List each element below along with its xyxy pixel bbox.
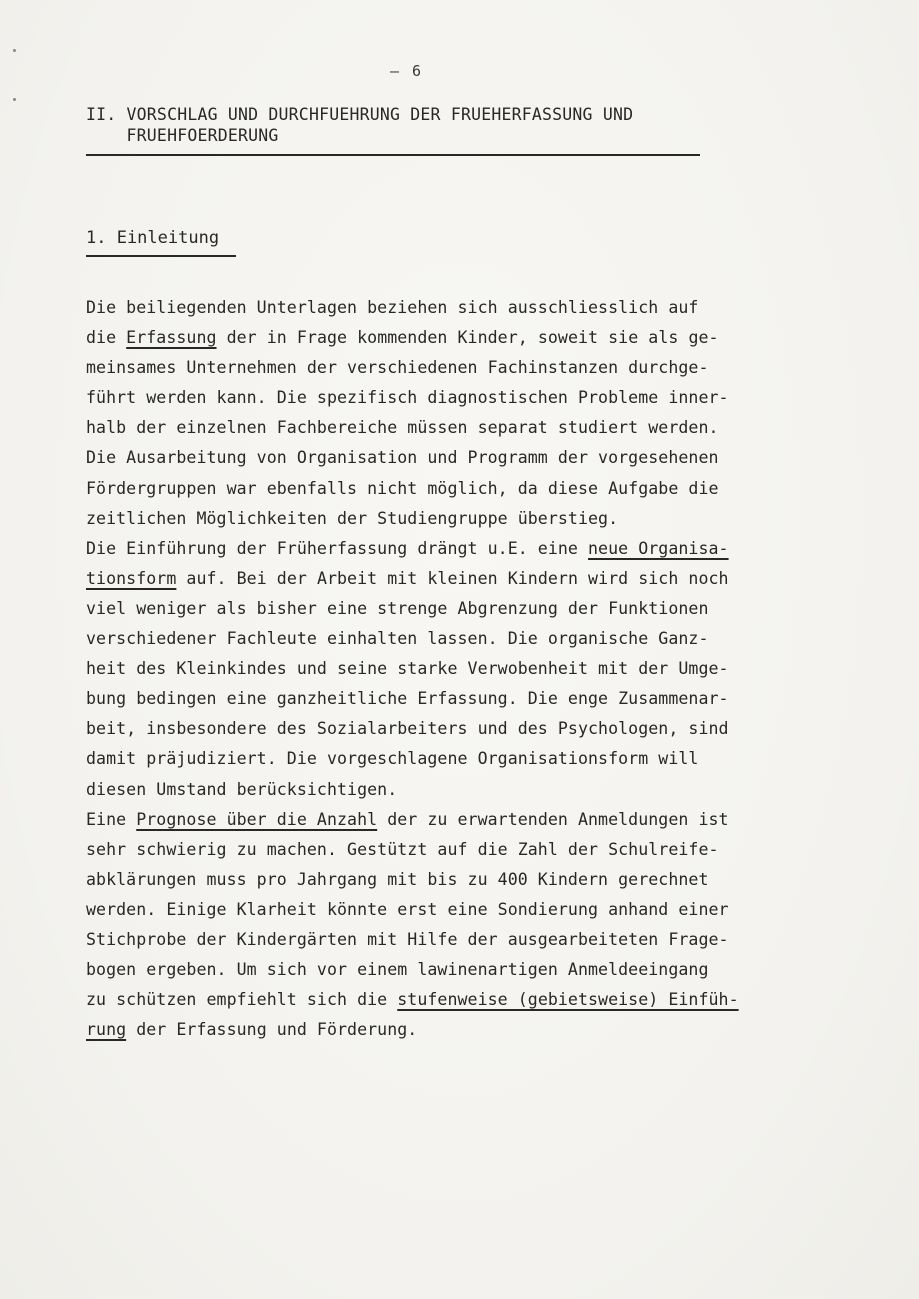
underlined-term: tionsform: [86, 568, 177, 588]
chapter-heading-line: FRUEHFOERDERUNG: [86, 126, 279, 145]
section-underline: [86, 255, 236, 257]
text-line: bung bedingen eine ganzheitliche Erfassung. Die enge Zusammenar-: [86, 689, 729, 709]
text-run: die: [86, 328, 127, 348]
text-run: der Erfassung und Förderung.: [126, 1020, 418, 1040]
text-line: [86, 564, 846, 594]
text-line: abklärungen muss pro Jahrgang mit bis zu 400 Kindern gerechnet: [86, 869, 709, 889]
text-line: zeitlichen Möglichkeiten der Studiengruppe überstieg.: [86, 508, 619, 528]
body-paragraphs: [86, 293, 846, 1045]
edge-mark: [13, 98, 16, 101]
edge-mark: [13, 49, 16, 52]
text-line: damit präjudiziert. Die vorgeschlagene Organisationsform will: [86, 749, 699, 769]
text-line: [86, 1015, 846, 1045]
text-line: [86, 323, 846, 353]
text-line: diesen Umstand berücksichtigen.: [86, 779, 398, 799]
text-run: der zu erwartenden Anmeldungen ist: [377, 809, 729, 829]
chapter-heading-line: II. VORSCHLAG UND DURCHFUEHRUNG DER FRUEHERFASSUNG UND: [86, 105, 634, 124]
text-line: halb der einzelnen Fachbereiche müssen separat studiert werden.: [86, 418, 719, 438]
page-number: – 6: [390, 62, 424, 80]
text-run: Die Einführung der Früherfassung drängt u.E. eine: [86, 538, 589, 558]
text-line: verschiedener Fachleute einhalten lassen. Die organische Ganz-: [86, 629, 709, 649]
text-run: auf. Bei der Arbeit mit kleinen Kindern wird sich noch: [176, 568, 729, 588]
text-line: [86, 534, 846, 564]
text-run: der in Frage kommenden Kinder, soweit sie als ge-: [216, 328, 719, 348]
underlined-term: stufenweise (gebietsweise) Einfüh-: [397, 990, 739, 1010]
chapter-heading: [86, 104, 706, 146]
text-line: Fördergruppen war ebenfalls nicht möglich, da diese Aufgabe die: [86, 478, 719, 498]
underlined-term: neue Organisa-: [588, 538, 729, 558]
text-line: Die beiliegenden Unterlagen beziehen sich ausschliesslich auf: [86, 298, 699, 317]
text-line: [86, 805, 846, 835]
underlined-term: Prognose über die Anzahl: [136, 809, 378, 829]
text-line: sehr schwierig zu machen. Gestützt auf die Zahl der Schulreife-: [86, 839, 719, 859]
text-line: Stichprobe der Kindergärten mit Hilfe der ausgearbeiteten Frage-: [86, 929, 729, 949]
text-line: führt werden kann. Die spezifisch diagnostischen Probleme inner-: [86, 388, 729, 408]
text-line: werden. Einige Klarheit könnte erst eine Sondierung anhand einer: [86, 899, 729, 919]
text-run: Eine: [86, 809, 137, 829]
underlined-term: Erfassung: [126, 328, 217, 348]
section-title: 1. Einleitung: [86, 228, 220, 248]
text-line: beit, insbesondere des Sozialarbeiters und des Psychologen, sind: [86, 719, 729, 739]
underlined-term: rung: [86, 1020, 127, 1040]
heading-underline: [86, 154, 700, 156]
text-line: meinsames Unternehmen der verschiedenen Fachinstanzen durchge-: [86, 358, 709, 378]
text-line: bogen ergeben. Um sich vor einem lawinenartigen Anmeldeeingang: [86, 960, 709, 980]
text-run: zu schützen empfiehlt sich die: [86, 990, 398, 1010]
text-line: viel weniger als bisher eine strenge Abgrenzung der Funktionen: [86, 598, 709, 618]
text-line: [86, 985, 846, 1015]
text-line: Die Ausarbeitung von Organisation und Programm der vorgesehenen: [86, 448, 719, 468]
text-line: heit des Kleinkindes und seine starke Verwobenheit mit der Umge-: [86, 659, 729, 679]
